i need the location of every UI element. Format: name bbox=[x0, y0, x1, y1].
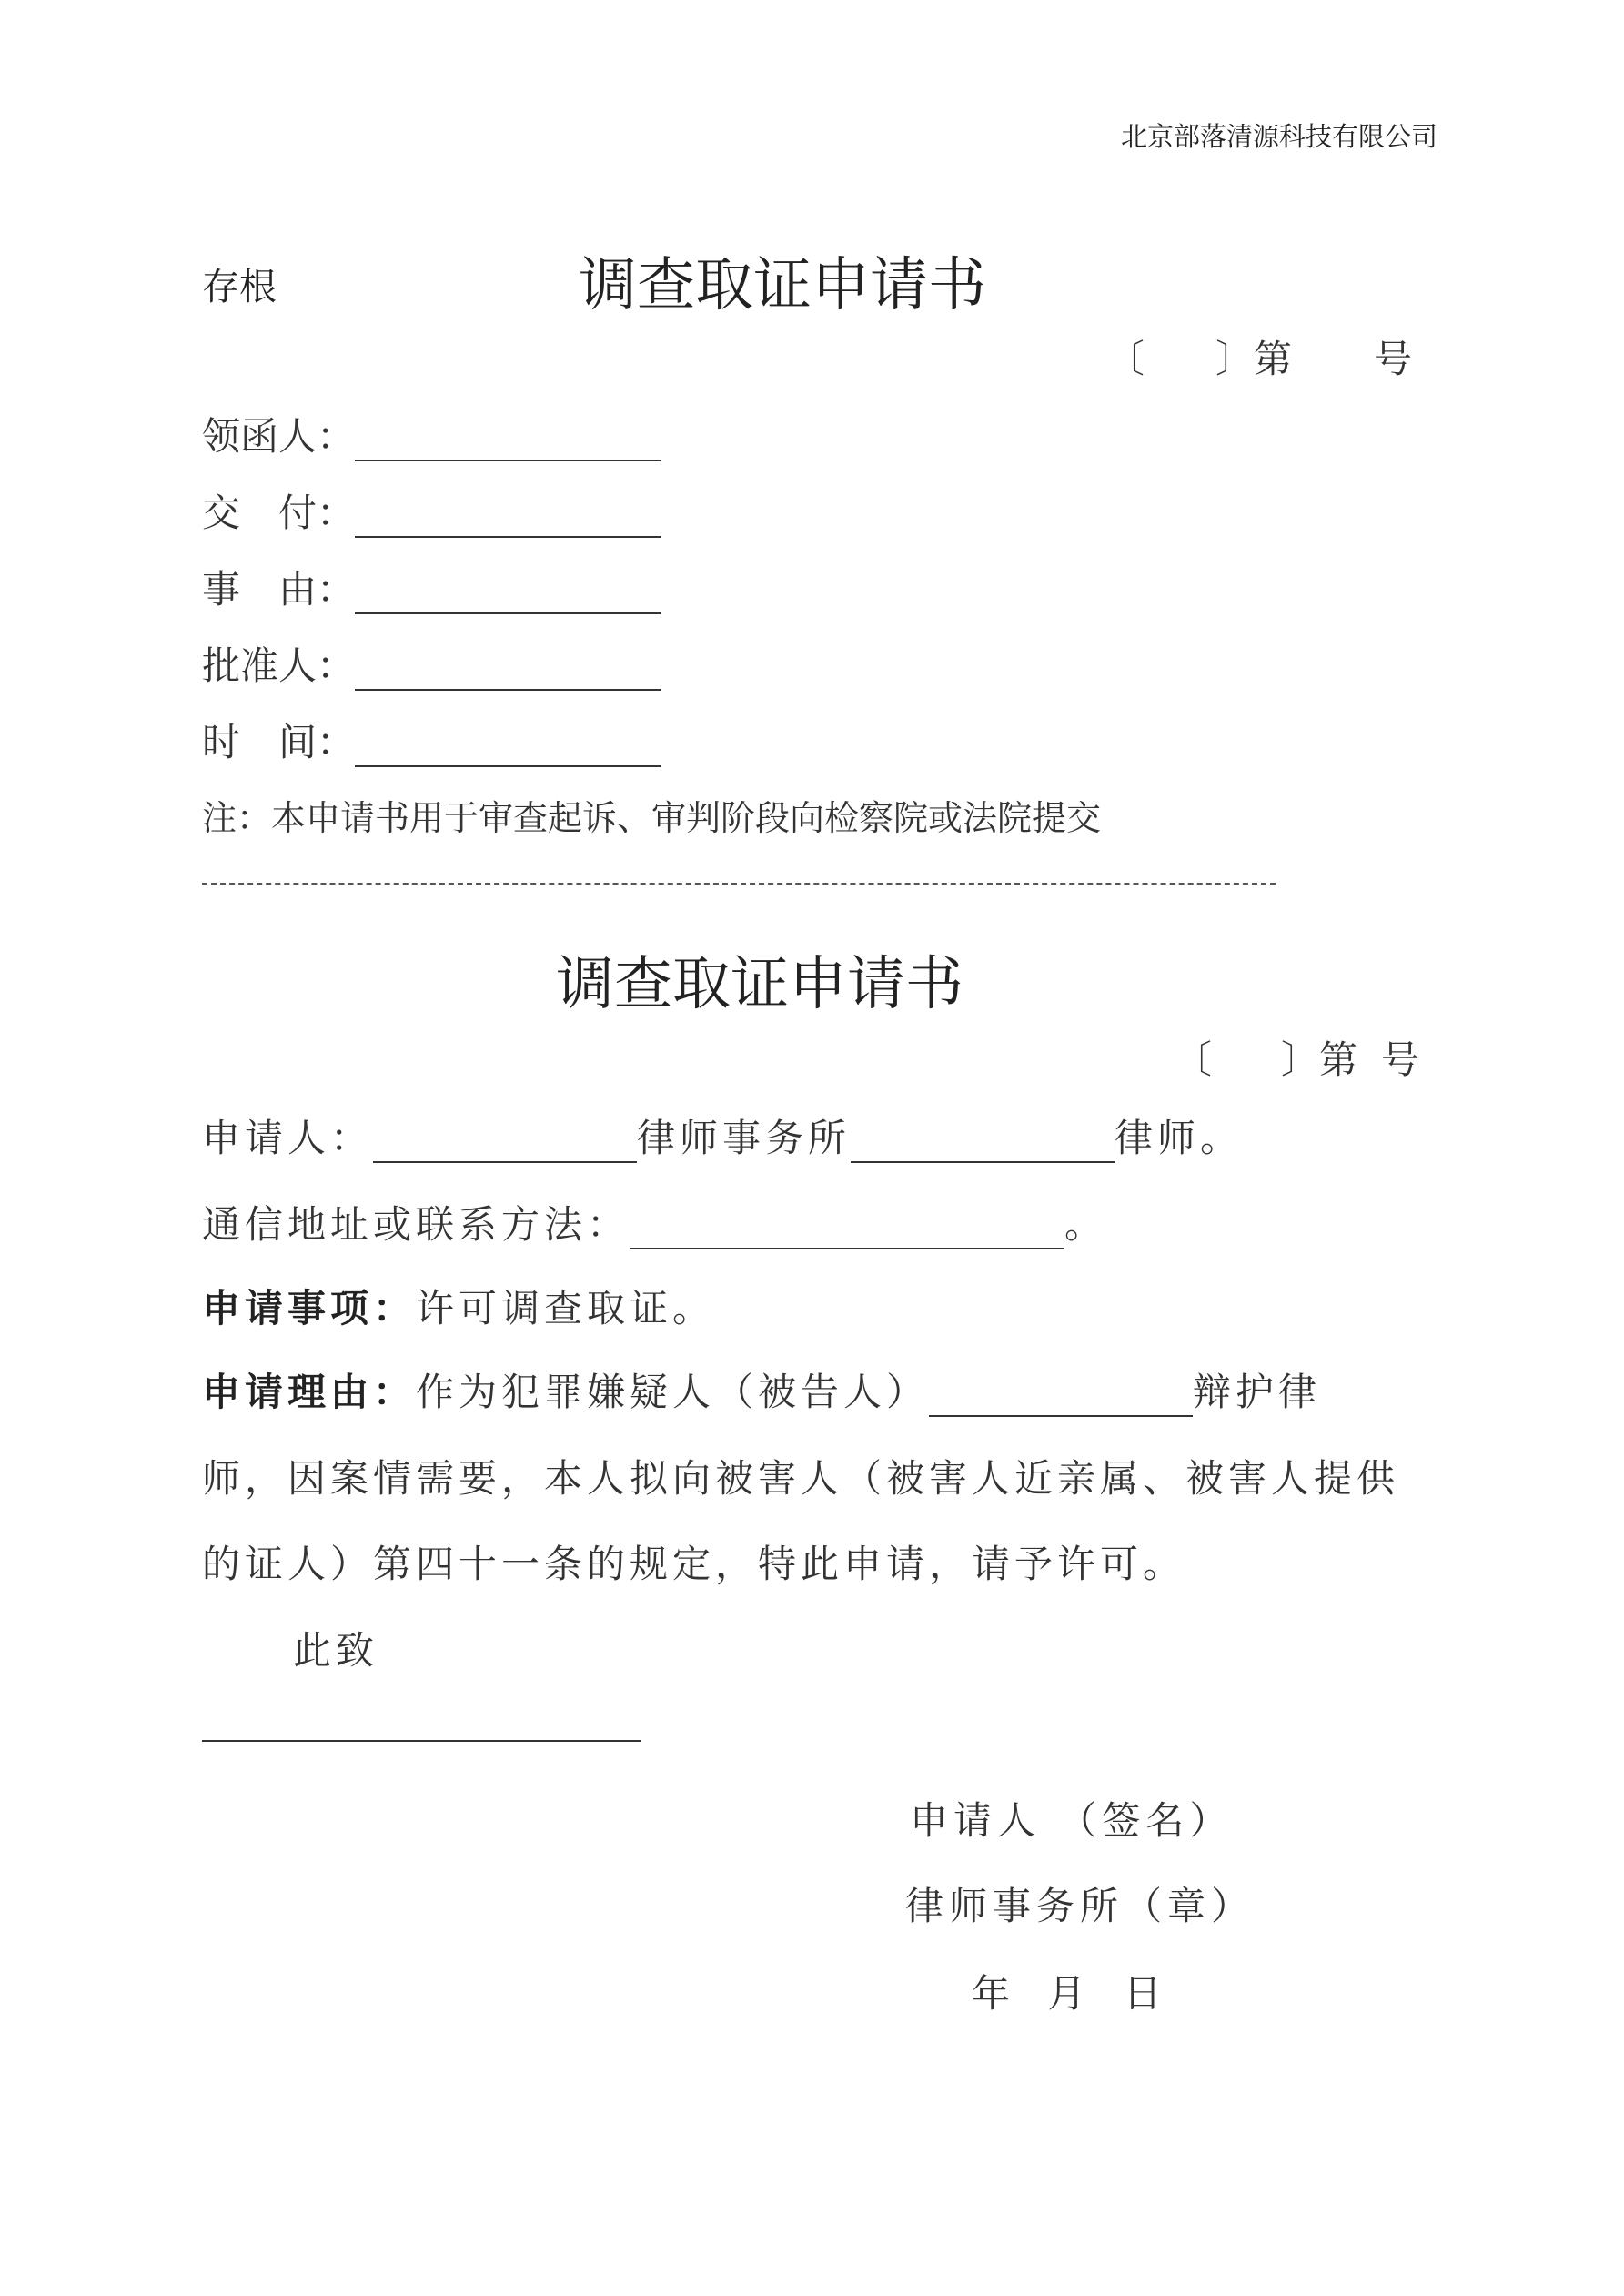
salutation: 此致 bbox=[293, 1628, 379, 1673]
contact-end: 。 bbox=[1064, 1202, 1108, 1247]
stub-title: 调查取证申请书 bbox=[579, 252, 986, 319]
number-open-bracket: 〔 bbox=[1106, 337, 1145, 381]
recipient-line[interactable] bbox=[202, 1740, 641, 1742]
contact-line bbox=[202, 1195, 1107, 1249]
lawyer-text: 律师。 bbox=[1115, 1116, 1244, 1160]
law-firm-input-line[interactable] bbox=[373, 1121, 637, 1163]
signature-date: 年 月 日 bbox=[972, 1971, 1175, 2016]
applicant-line bbox=[202, 1108, 1243, 1163]
form-title: 调查取证申请书 bbox=[556, 951, 963, 1018]
reason-text-1: 作为犯罪嫌疑人（被告人） bbox=[416, 1370, 930, 1414]
number-open-bracket: 〔 bbox=[1174, 1037, 1213, 1082]
number-suffix: 号 bbox=[1374, 337, 1413, 381]
stub-field-delivery bbox=[202, 483, 661, 538]
law-firm-seal: 律师事务所（章） bbox=[905, 1884, 1256, 1928]
reason-input-line[interactable] bbox=[355, 572, 661, 614]
field-label: 交 付： bbox=[202, 491, 356, 535]
reason-line-1 bbox=[202, 1362, 1321, 1417]
stub-note: 注：本申请书用于审查起诉、审判阶段向检察院或法院提交 bbox=[202, 798, 1102, 838]
field-label: 领函人： bbox=[202, 414, 356, 459]
number-suffix: 号 bbox=[1381, 1037, 1420, 1082]
number-close-bracket: 〕第 bbox=[1281, 1037, 1358, 1082]
form-document-number bbox=[1174, 1030, 1419, 1085]
contact-label: 通信地址或联系方法： bbox=[202, 1202, 630, 1247]
applicant-label: 申请人： bbox=[202, 1116, 374, 1160]
field-label: 时 间： bbox=[202, 720, 356, 764]
reason-text-1-end: 辩护律 bbox=[1193, 1370, 1322, 1414]
lawyer-name-input-line[interactable] bbox=[851, 1121, 1115, 1163]
number-close-bracket: 〕第 bbox=[1215, 337, 1293, 381]
suspect-name-input-line[interactable] bbox=[929, 1375, 1193, 1417]
field-label: 事 由： bbox=[202, 567, 356, 612]
reason-label: 申请理由： bbox=[202, 1370, 417, 1414]
delivery-input-line[interactable] bbox=[355, 496, 661, 538]
stub-field-time bbox=[202, 713, 661, 767]
approver-input-line[interactable] bbox=[355, 649, 661, 691]
application-item-text: 许可调查取证。 bbox=[416, 1286, 716, 1330]
contact-input-line[interactable] bbox=[630, 1208, 1064, 1249]
stub-document-number bbox=[1106, 329, 1412, 384]
field-label: 批准人： bbox=[202, 643, 356, 688]
application-item-label: 申请事项： bbox=[202, 1286, 417, 1330]
company-name: 北京部落清源科技有限公司 bbox=[1120, 121, 1437, 152]
law-firm-text: 律师事务所 bbox=[637, 1116, 852, 1160]
recipient-input-line[interactable] bbox=[355, 420, 661, 461]
reason-line-2: 师，因案情需要，本人拟向被害人（被害人近亲属、被害人提供 bbox=[202, 1456, 1400, 1501]
stub-tag: 存根 bbox=[202, 265, 277, 308]
stub-field-reason bbox=[202, 560, 661, 614]
time-input-line[interactable] bbox=[355, 725, 661, 767]
cut-line bbox=[202, 883, 1276, 885]
stub-field-approver bbox=[202, 636, 661, 691]
applicant-signature: 申请人 （签名） bbox=[910, 1798, 1234, 1843]
stub-field-recipient bbox=[202, 407, 661, 461]
application-item-line bbox=[202, 1279, 715, 1333]
reason-line-3: 的证人）第四十一条的规定，特此申请，请予许可。 bbox=[202, 1542, 1186, 1586]
